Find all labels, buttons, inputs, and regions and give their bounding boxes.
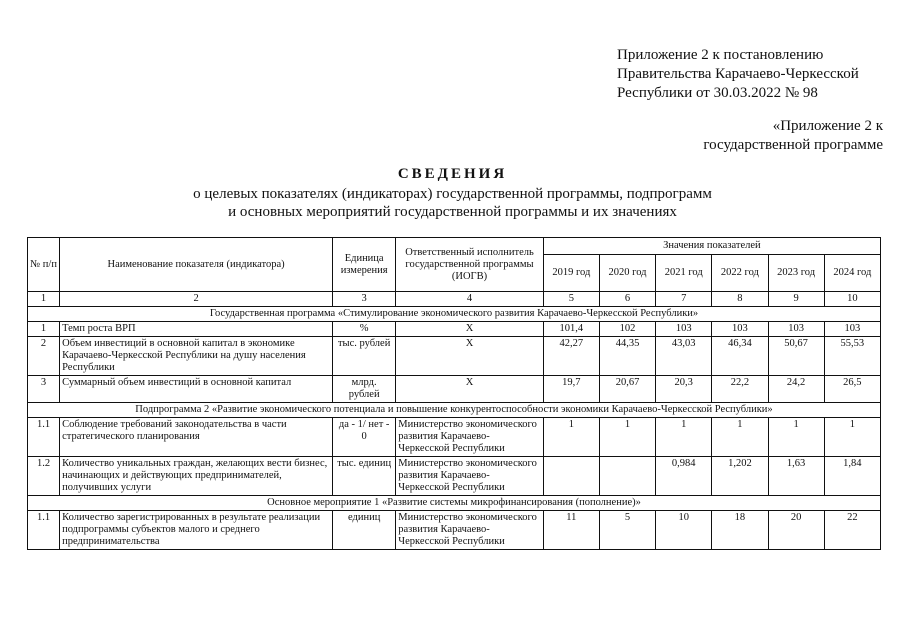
row-value: 19,7 (543, 376, 599, 403)
appendix-line: Правительства Карачаево-Черкесской (617, 66, 859, 82)
section-row-subprogram (28, 403, 881, 418)
row-value: 50,67 (768, 337, 824, 376)
row-name: Количество уникальных граждан, желающих вести бизнес, начинающих и действующих предпринимателей, получивших услуги (60, 457, 333, 496)
table-row (28, 457, 881, 496)
column-number: 6 (599, 292, 655, 307)
indicators-table (27, 237, 881, 550)
section-title: Государственная программа «Стимулирование экономического развития Карачаево-Черкесской Республики» (28, 307, 881, 322)
header-year: 2021 год (656, 255, 712, 292)
row-num: 1 (28, 322, 60, 337)
section-title: Подпрограмма 2 «Развитие экономического потенциала и повышение конкурентоспособности экономики Карачаево-Черкесской Республики» (28, 403, 881, 418)
row-value: 1 (543, 418, 599, 457)
row-value: 22,2 (712, 376, 768, 403)
header-year: 2023 год (768, 255, 824, 292)
row-value (599, 457, 655, 496)
row-unit: единиц (333, 511, 396, 550)
header-num: № п/п (28, 238, 60, 292)
column-number: 5 (543, 292, 599, 307)
row-num: 3 (28, 376, 60, 403)
row-value: 103 (656, 322, 712, 337)
row-name: Соблюдение требований законодательства в части стратегического планирования (60, 418, 333, 457)
row-value: 22 (824, 511, 880, 550)
column-number: 10 (824, 292, 880, 307)
document-title: СВЕДЕНИЯ (397, 166, 508, 182)
row-value: 11 (543, 511, 599, 550)
column-number: 1 (28, 292, 60, 307)
row-value (543, 457, 599, 496)
row-value: 0,984 (656, 457, 712, 496)
row-name: Темп роста ВРП (60, 322, 333, 337)
appendix-reference (617, 46, 859, 103)
row-value: 1,202 (712, 457, 768, 496)
row-value: 103 (768, 322, 824, 337)
table-row (28, 337, 881, 376)
row-value: 1 (656, 418, 712, 457)
row-value: 20,3 (656, 376, 712, 403)
row-value: 5 (599, 511, 655, 550)
row-value: 44,35 (599, 337, 655, 376)
section-row-program (28, 307, 881, 322)
row-num: 1.2 (28, 457, 60, 496)
section-row-measure (28, 496, 881, 511)
document-subtitle (0, 185, 905, 221)
row-num: 2 (28, 337, 60, 376)
row-value: 20 (768, 511, 824, 550)
header-values: Значения показателей (543, 238, 880, 255)
column-number: 4 (396, 292, 544, 307)
subtitle-line: и основных мероприятий государственной программы и их значениях (228, 204, 677, 220)
row-value: 46,34 (712, 337, 768, 376)
column-numbers-row (28, 292, 881, 307)
appendix-line: Приложение 2 к постановлению (617, 47, 824, 63)
row-unit: % (333, 322, 396, 337)
row-responsible: Министерство экономического развития Карачаево-Черкесской Республики (396, 457, 544, 496)
program-ref-line: государственной программе (703, 137, 883, 153)
row-value: 10 (656, 511, 712, 550)
header-year: 2020 год (599, 255, 655, 292)
section-title: Основное мероприятие 1 «Развитие системы микрофинансирования (пополнение)» (28, 496, 881, 511)
row-value: 101,4 (543, 322, 599, 337)
row-unit: тыс. рублей (333, 337, 396, 376)
header-unit: Единица измерения (333, 238, 396, 292)
row-value: 42,27 (543, 337, 599, 376)
column-number: 3 (333, 292, 396, 307)
row-num: 1.1 (28, 511, 60, 550)
row-responsible: Министерство экономического развития Карачаево-Черкесской Республики (396, 511, 544, 550)
row-unit: тыс. единиц (333, 457, 396, 496)
row-name: Объем инвестиций в основной капитал в экономике Карачаево-Черкесской Республики на душу населения Республики (60, 337, 333, 376)
row-value: 26,5 (824, 376, 880, 403)
row-value: 1 (599, 418, 655, 457)
table-row (28, 418, 881, 457)
row-value: 102 (599, 322, 655, 337)
row-value: 1 (824, 418, 880, 457)
row-responsible: X (396, 337, 544, 376)
header-name: Наименование показателя (индикатора) (60, 238, 333, 292)
row-value: 103 (824, 322, 880, 337)
table-row (28, 322, 881, 337)
subtitle-line: о целевых показателях (индикаторах) государственной программы, подпрограмм (193, 186, 712, 202)
row-value: 1,63 (768, 457, 824, 496)
header-year: 2022 год (712, 255, 768, 292)
table-row (28, 376, 881, 403)
row-value: 1,84 (824, 457, 880, 496)
row-responsible: Министерство экономического развития Карачаево-Черкесской Республики (396, 418, 544, 457)
row-value: 18 (712, 511, 768, 550)
row-value: 103 (712, 322, 768, 337)
row-name: Суммарный объем инвестиций в основной капитал (60, 376, 333, 403)
row-unit: да - 1/ нет - 0 (333, 418, 396, 457)
header-year: 2019 год (543, 255, 599, 292)
row-value: 1 (712, 418, 768, 457)
row-value: 20,67 (599, 376, 655, 403)
row-value: 24,2 (768, 376, 824, 403)
column-number: 7 (656, 292, 712, 307)
row-value: 55,53 (824, 337, 880, 376)
program-ref-line: «Приложение 2 к (772, 118, 883, 134)
row-name: Количество зарегистрированных в результате реализации подпрограммы субъектов малого и среднего предпринимательства (60, 511, 333, 550)
row-value: 43,03 (656, 337, 712, 376)
appendix-line: Республики от 30.03.2022 № 98 (617, 85, 818, 101)
column-number: 8 (712, 292, 768, 307)
row-responsible: X (396, 322, 544, 337)
header-year: 2024 год (824, 255, 880, 292)
column-number: 2 (60, 292, 333, 307)
header-responsible: Ответственный исполнитель государственной программы (ИОГВ) (396, 238, 544, 292)
row-unit: млрд. рублей (333, 376, 396, 403)
program-reference (703, 117, 883, 155)
row-value: 1 (768, 418, 824, 457)
column-number: 9 (768, 292, 824, 307)
row-responsible: X (396, 376, 544, 403)
row-num: 1.1 (28, 418, 60, 457)
table-row (28, 511, 881, 550)
